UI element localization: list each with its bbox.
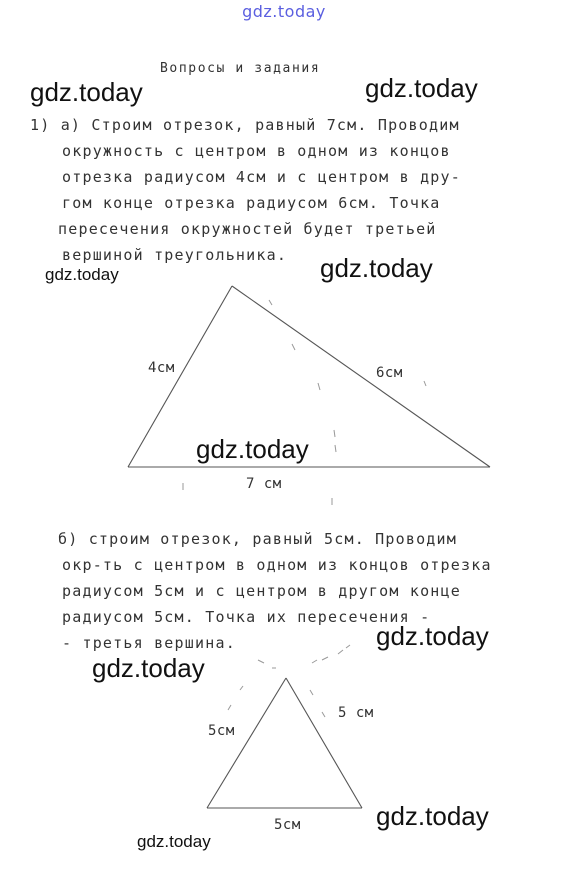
part-a-line: 1) а) Строим отрезок, равный 7см. Проводим	[30, 116, 460, 134]
part-b-line: радиусом 5см и с центром в другом конце	[62, 582, 461, 600]
triangle-a-left-label: 4см	[148, 360, 175, 376]
part-b-line: радиусом 5см. Точка их пересечения -	[62, 608, 431, 626]
watermark: gdz.today	[137, 832, 211, 851]
watermark: gdz.today	[196, 434, 309, 464]
part-a-line: отрезка радиусом 4см и с центром в дру-	[62, 168, 461, 186]
triangle-b-base-label: 5см	[274, 817, 301, 833]
watermark: gdz.today	[376, 801, 489, 831]
part-a-line: гом конце отрезка радиусом 6см. Точка	[62, 194, 441, 212]
part-b-line: б) строим отрезок, равный 5см. Проводим	[58, 530, 457, 548]
watermark: gdz.today	[365, 73, 478, 103]
part-a-line: окружность с центром в одном из концов	[62, 142, 451, 160]
triangle-b-left-label: 5см	[208, 723, 235, 739]
construction-arc-marks	[183, 300, 426, 717]
part-a-line: вершиной треугольника.	[62, 246, 288, 264]
part-a-line: пересечения окружностей будет третьей	[58, 220, 437, 238]
triangle-b-right-label: 5 см	[338, 705, 374, 721]
watermark: gdz.today	[92, 653, 205, 683]
triangle-b-right-side	[286, 678, 362, 808]
watermark: gdz.today	[30, 77, 143, 107]
watermark: gdz.today	[320, 253, 433, 283]
section-title: Вопросы и задания	[160, 61, 321, 76]
site-header[interactable]: gdz.today	[242, 2, 326, 21]
part-b-line: окр-ть с центром в одном из концов отрезка	[62, 556, 492, 574]
watermark: gdz.today	[45, 265, 119, 284]
triangle-a-base-label: 7 см	[246, 476, 282, 492]
part-b-line: - третья вершина.	[62, 634, 236, 652]
triangle-b-left-side	[207, 678, 286, 808]
triangle-a-right-label: 6см	[376, 365, 403, 381]
watermark: gdz.today	[376, 621, 489, 651]
